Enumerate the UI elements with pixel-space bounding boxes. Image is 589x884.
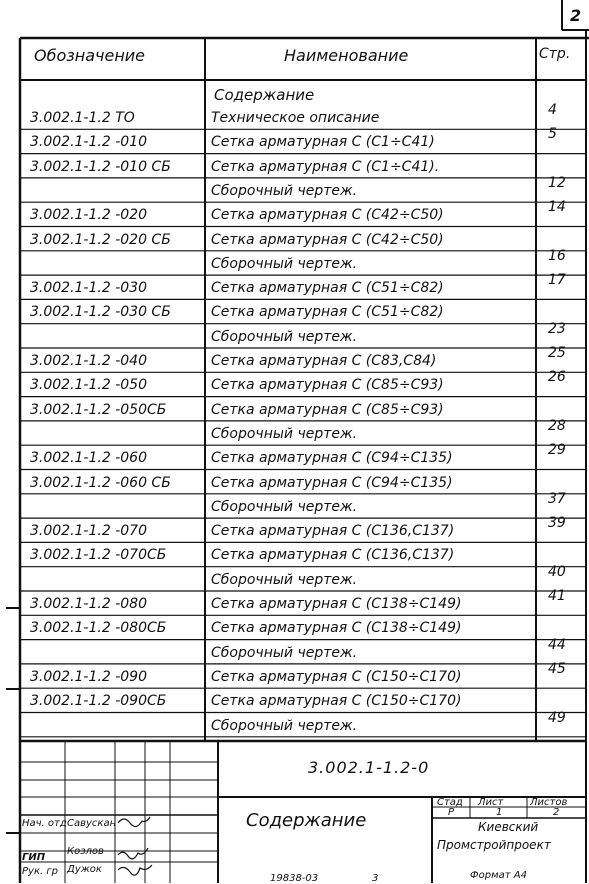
row-name: Сетка арматурная С (С136,С137): [211, 523, 455, 540]
row-designation: 3.002.1-1.2 -050: [30, 377, 147, 394]
row-page: 39: [548, 515, 566, 532]
footer-sheet-number: 3: [372, 873, 379, 884]
row-name: Сетка арматурная С (С85÷С93): [211, 401, 444, 418]
stage-label: Стад: [437, 797, 463, 808]
row-designation: 3.002.1-1.2 -070: [30, 523, 147, 540]
row-designation: 3.002.1-1.2 ТО: [30, 110, 135, 126]
row-page: 12: [548, 174, 566, 191]
row-designation: 3.002.1-1.2 -030: [30, 280, 147, 297]
row-page: 45: [548, 660, 566, 677]
row-designation: 3.002.1-1.2 -080: [30, 596, 147, 612]
page-number: 2: [570, 6, 582, 25]
row-name: Техническое описание: [211, 110, 380, 126]
row-name: Сетка арматурная С (С51÷С82): [211, 280, 444, 297]
row-name: Сетка арматурная С (С138÷С149): [211, 596, 462, 612]
row-name: Сборочный чертеж.: [211, 571, 358, 588]
row-name: Сборочный чертеж.: [211, 328, 358, 345]
row-page: 5: [548, 126, 557, 143]
row-name: Сетка арматурная С (С42÷С50): [211, 231, 444, 248]
row-designation: 3.002.1-1.2 -070СБ: [30, 547, 167, 564]
row-page: 29: [548, 442, 566, 459]
signature-role-3: Рук. гр: [22, 866, 58, 877]
row-name: Сетка арматурная С (С51÷С82): [211, 304, 444, 321]
section-title: Содержание: [214, 86, 315, 104]
row-name: Сетка арматурная С (С1÷С41).: [211, 158, 440, 175]
row-page: 4: [548, 102, 557, 118]
row-name: Сетка арматурная С (С94÷С135): [211, 450, 453, 467]
row-name: Сборочный чертеж.: [211, 644, 358, 661]
row-page: 40: [548, 563, 566, 580]
document-code: 3.002.1-1.2-0: [308, 758, 430, 777]
organization-line2: Промстройпроект: [437, 838, 551, 852]
row-page: 28: [548, 417, 566, 434]
row-name: Сетка арматурная С (С42÷С50): [211, 207, 444, 224]
row-name: Сборочный чертеж.: [211, 255, 358, 272]
row-page: 25: [548, 345, 566, 361]
organization-line1: Киевский: [478, 820, 539, 834]
row-name: Сетка арматурная С (С138÷С149): [211, 620, 462, 637]
row-name: Сетка арматурная С (С83,С84): [211, 353, 437, 369]
signature-surname-2: Козлов: [67, 846, 104, 857]
signature-role-2: ГИП: [22, 852, 46, 863]
row-name: Сетка арматурная С (С150÷С170): [211, 668, 462, 685]
paper-format: Формат А4: [470, 870, 527, 881]
row-page: 23: [548, 320, 566, 337]
stage-value: Р: [448, 807, 455, 818]
row-page: 37: [548, 490, 566, 507]
row-name: Сетка арматурная С (С85÷С93): [211, 377, 444, 394]
signature-surname-3: Дужок: [67, 864, 102, 875]
signature-surname-1: Савускан: [67, 818, 117, 829]
row-designation: 3.002.1-1.2 -080СБ: [30, 620, 167, 637]
row-page: 26: [548, 369, 566, 386]
row-designation: 3.002.1-1.2 -020 СБ: [30, 231, 171, 248]
row-page: 16: [548, 247, 566, 264]
row-designation: 3.002.1-1.2 -090: [30, 668, 147, 685]
row-designation: 3.002.1-1.2 -040: [30, 353, 147, 369]
sheet-value: 1: [496, 807, 503, 818]
signature-role-1: Нач. отд: [22, 818, 67, 829]
row-designation: 3.002.1-1.2 -090СБ: [30, 693, 167, 710]
row-name: Сетка арматурная С (С150÷С170): [211, 693, 462, 710]
row-page: 41: [548, 588, 566, 604]
row-designation: 3.002.1-1.2 -010: [30, 134, 147, 151]
row-name: Сетка арматурная С (С136,С137): [211, 547, 455, 564]
row-page: 14: [548, 199, 566, 216]
sheets-value: 2: [553, 807, 560, 818]
inventory-number: 19838-03: [270, 873, 319, 884]
row-name: Сборочный чертеж.: [211, 498, 358, 515]
row-name: Сборочный чертеж.: [211, 425, 358, 442]
row-name: Сборочный чертеж.: [211, 182, 358, 199]
row-page: 44: [548, 636, 566, 653]
document-title: Содержание: [246, 810, 367, 831]
sheets-label: Листов: [530, 797, 568, 808]
header-name: Наименование: [284, 46, 409, 65]
row-designation: 3.002.1-1.2 -050СБ: [30, 401, 167, 418]
signature-marks: [118, 817, 152, 875]
header-designation: Обозначение: [34, 46, 146, 65]
row-name: Сетка арматурная С (С1÷С41): [211, 134, 435, 151]
row-name: Сетка арматурная С (С94÷С135): [211, 474, 453, 491]
sheet-label: Лист: [478, 797, 504, 808]
row-page: 49: [548, 709, 566, 726]
row-name: Сборочный чертеж.: [211, 717, 358, 734]
row-designation: 3.002.1-1.2 -060 СБ: [30, 474, 171, 491]
row-designation: 3.002.1-1.2 -020: [30, 207, 147, 224]
row-designation: 3.002.1-1.2 -060: [30, 450, 147, 467]
header-page: Стр.: [539, 46, 571, 62]
row-page: 17: [548, 272, 566, 289]
row-designation: 3.002.1-1.2 -030 СБ: [30, 304, 171, 321]
row-designation: 3.002.1-1.2 -010 СБ: [30, 158, 171, 175]
